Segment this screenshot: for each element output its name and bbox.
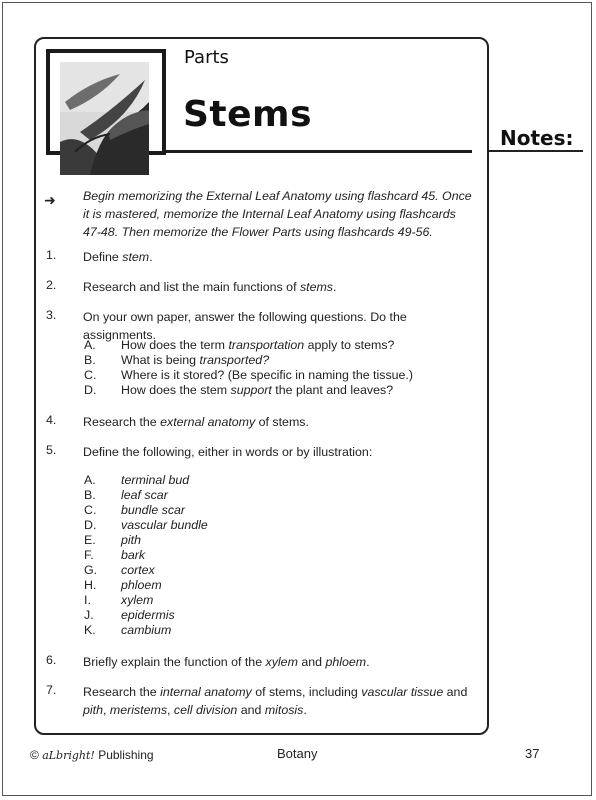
publisher-name: Publishing [98,748,154,762]
text-run: Research the [83,415,161,429]
item-number: 2. [46,278,57,292]
term-letter: J. [84,608,94,622]
question-letter: B. [84,353,96,367]
text-run: , [167,703,174,717]
text-run: Research the [83,685,161,699]
italic-term: meristems [109,703,168,717]
italic-term: vascular tissue [361,685,444,699]
question-letter: D. [84,383,97,397]
question-letter: C. [84,368,97,382]
item-text [83,653,479,671]
item-text [83,443,479,461]
question-text [121,338,394,352]
intro-instructions: Begin memorizing the External Leaf Anatomy using flashcard 45. Once it is mastered, memorize the Internal Leaf Anatomy using flashcards 47-48. Then memorize the Flower Parts using flashcards 49-56. [83,189,472,239]
notes-rule [489,150,583,152]
italic-term: support [230,383,272,397]
italic-term: stems [299,280,333,294]
text-run: Where is it stored? (Be specific in naming the tissue.) [121,368,413,382]
term-text: phloem [121,578,162,592]
text-run: Research and list the main functions of [83,280,300,294]
italic-term: external anatomy [160,415,256,429]
question-text [121,383,393,397]
text-run: of stems. [255,415,309,429]
term-letter: C. [84,503,97,517]
text-run: apply to stems? [304,338,395,352]
item-text [83,683,479,719]
text-run: . [333,280,337,294]
term-letter: D. [84,518,97,532]
term-letter: H. [84,578,97,592]
italic-term: transported? [199,353,270,367]
section-label: Parts [184,47,229,68]
term-letter: B. [84,488,96,502]
text-run: . [366,655,370,669]
text-run: of stems, including [251,685,362,699]
question-text [121,353,269,367]
term-letter: E. [84,533,96,547]
text-run: How does the term [121,338,229,352]
copyright-symbol: © [30,748,39,762]
text-run: . [303,703,307,717]
text-run: and [297,655,326,669]
italic-term: xylem [265,655,298,669]
italic-term: mitosis [264,703,304,717]
italic-term: transportation [228,338,305,352]
item-text [83,413,479,431]
text-run: . [149,250,153,264]
term-text: bark [121,548,146,562]
text-run: Briefly explain the function of the [83,655,266,669]
text-run: On your own paper, answer the following questions. Do the assignments. [83,310,407,342]
question-letter: A. [84,338,96,352]
item-number: 1. [46,248,57,262]
term-letter: F. [84,548,94,562]
item-text [83,278,479,296]
term-text: terminal bud [121,473,190,487]
notes-heading: Notes: [500,126,574,150]
text-run: , [102,703,110,717]
term-letter: A. [84,473,96,487]
italic-term: pith [83,703,103,717]
text-run: What is being [121,353,200,367]
question-text [121,368,413,382]
header-rule [166,150,472,153]
item-number: 7. [46,683,57,697]
text-run: and [237,703,265,717]
term-letter: I. [84,593,91,607]
text-run: Define [83,250,123,264]
item-number: 3. [46,308,57,322]
footer-copyright [30,748,154,762]
term-text: xylem [121,593,154,607]
leaf-photo [60,62,149,175]
item-number: 4. [46,413,57,427]
text-run: Define the following, either in words or by illustration: [83,445,373,459]
item-number: 5. [46,443,57,457]
term-text: vascular bundle [121,518,208,532]
term-text: bundle scar [121,503,186,517]
text-run: the plant and leaves? [271,383,394,397]
italic-term: internal anatomy [160,685,252,699]
page-number: 37 [525,746,540,761]
italic-term: stem [122,250,150,264]
page-title: Stems [183,94,312,135]
term-text: leaf scar [121,488,168,502]
item-number: 6. [46,653,57,667]
term-letter: K. [84,623,96,637]
item-text [83,248,479,266]
term-text: epidermis [121,608,175,622]
italic-term: phloem [325,655,367,669]
term-text: cambium [121,623,172,637]
text-run: How does the stem [121,383,231,397]
term-text: pith [121,533,141,547]
term-letter: G. [84,563,98,577]
arrow-right-icon: ➜ [44,192,56,208]
publisher-logo: aLbright! [42,749,95,762]
text-run: and [443,685,468,699]
italic-term: cell division [173,703,238,717]
term-text: cortex [121,563,155,577]
footer-subject: Botany [277,746,318,761]
